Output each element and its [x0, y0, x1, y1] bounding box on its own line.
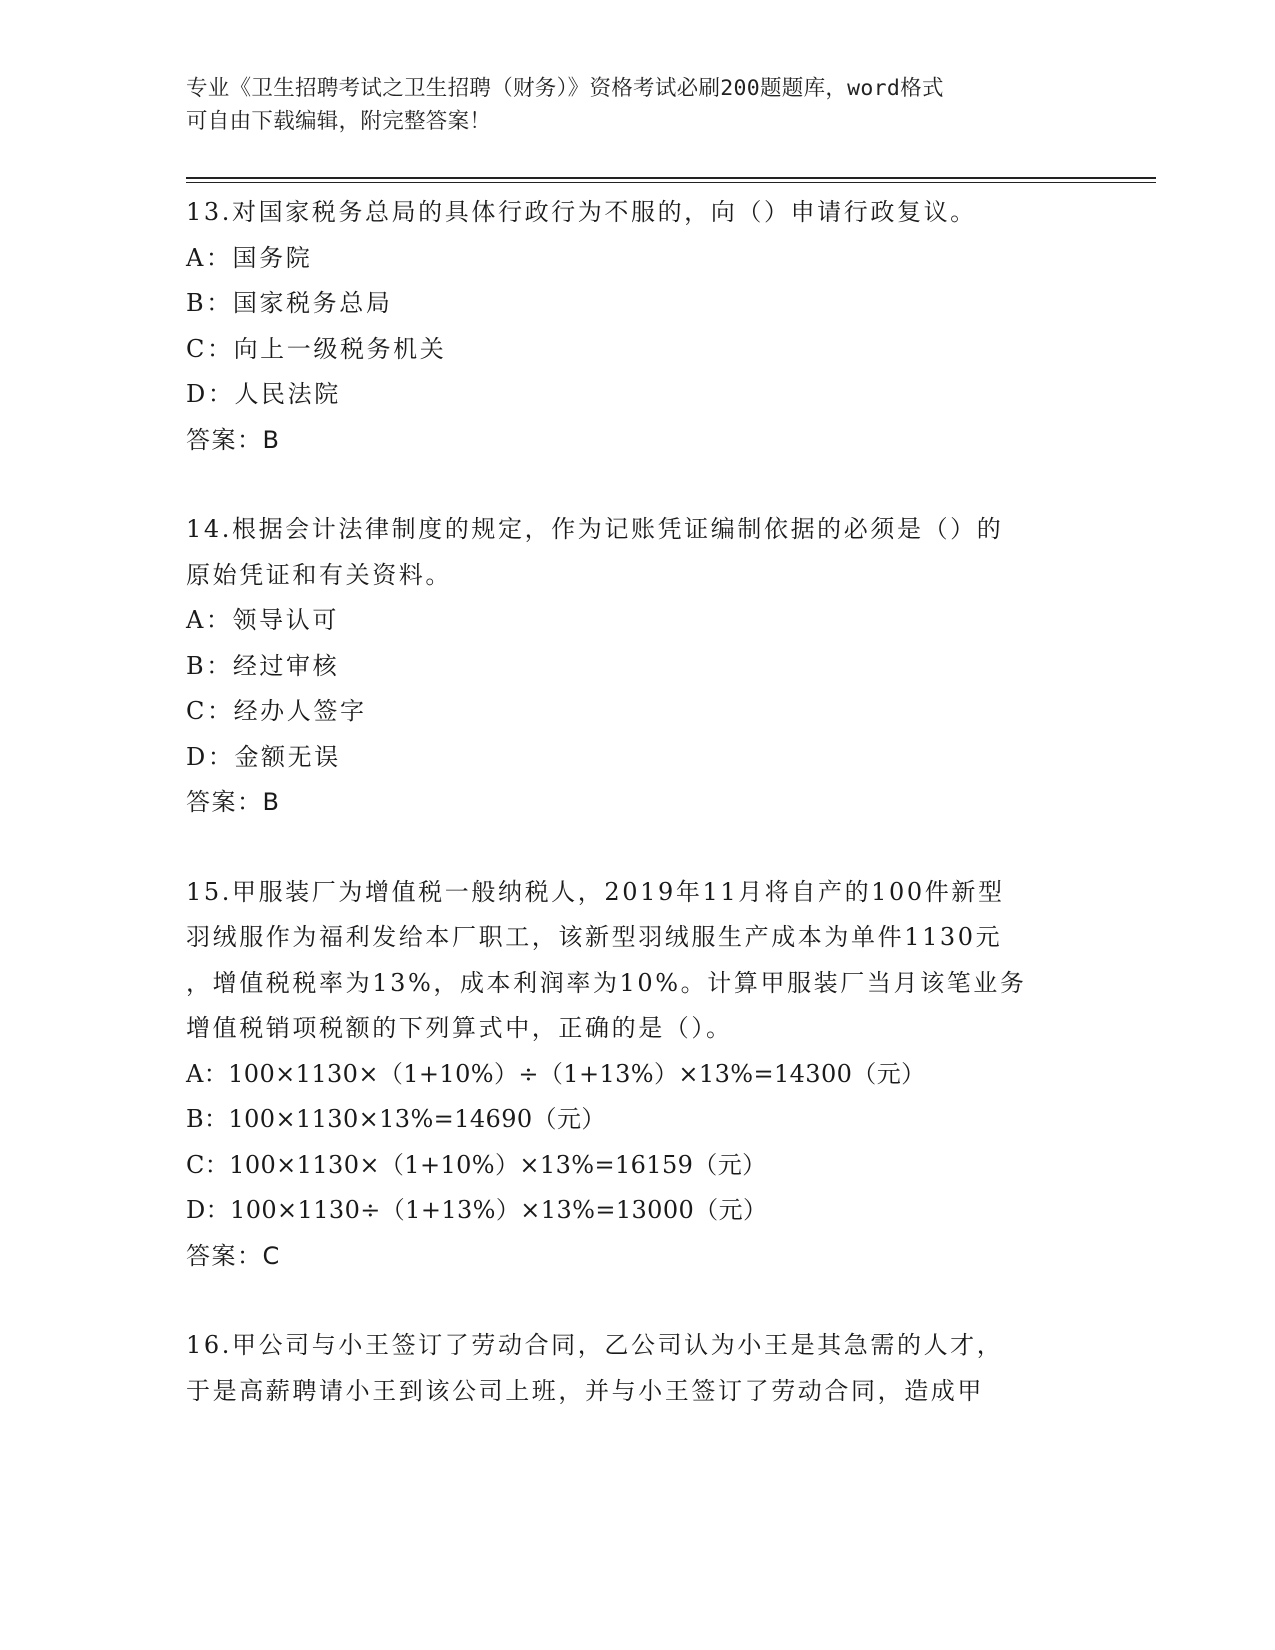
option-a: A：100×1130×（1+10%）÷（1+13%）×13%=14300（元）: [186, 1059, 926, 1088]
answer-line: 答案：B: [186, 788, 281, 816]
option-a: A：领导认可: [186, 606, 339, 634]
question-16: [186, 1323, 1086, 1414]
option-b: B：经过审核: [186, 651, 340, 680]
option-c: C：100×1130×（1+10%）×13%=16159（元）: [186, 1150, 767, 1179]
option-a: A：国务院: [186, 243, 313, 272]
option-c: C：向上一级税务机关: [186, 334, 447, 363]
question-stem: 16.甲公司与小王签订了劳动合同，乙公司认为小王是其急需的人才，: [186, 1331, 1004, 1359]
question-stem: 15.甲服装厂为增值税一般纳税人，2019年11月将自产的100件新型: [186, 877, 1005, 906]
question-stem-cont: 于是高薪聘请小王到该公司上班，并与小王签订了劳动合同，造成甲: [186, 1376, 984, 1405]
question-stem-cont: ，增值税税率为13%，成本利润率为10%。计算甲服装厂当月该笔业务: [186, 968, 1027, 997]
option-d: D：人民法院: [186, 380, 341, 408]
question-list: [186, 190, 1086, 1414]
question-14: [186, 507, 1086, 826]
question-stem-cont: 羽绒服作为福利发给本厂职工，该新型羽绒服生产成本为单件1130元: [186, 923, 1003, 951]
header-rule-thick: [186, 177, 1156, 179]
question-stem-cont: 原始凭证和有关资料。: [186, 560, 452, 589]
header-line-1: 专业《卫生招聘考试之卫生招聘（财务）》资格考试必刷200题题库，word格式: [186, 76, 944, 101]
question-stem: 14.根据会计法律制度的规定，作为记账凭证编制依据的必须是（）的: [186, 515, 1004, 543]
option-d: D：金额无误: [186, 742, 341, 771]
answer-line: 答案：B: [186, 425, 281, 454]
option-b: B：100×1130×13%=14690（元）: [186, 1105, 606, 1133]
option-d: D：100×1130÷（1+13%）×13%=13000（元）: [186, 1196, 768, 1224]
option-b: B：国家税务总局: [186, 289, 393, 317]
answer-line: 答案：C: [186, 1241, 281, 1270]
header-rule-thin: [186, 182, 1156, 183]
question-15: [186, 870, 1086, 1280]
option-c: C：经办人签字: [186, 697, 367, 725]
question-stem-cont: 增值税销项税额的下列算式中，正确的是（）。: [186, 1014, 733, 1042]
question-13: [186, 190, 1086, 463]
header-line-2: 可自由下载编辑，附完整答案！: [186, 109, 492, 134]
question-stem: 13.对国家税务总局的具体行政行为不服的，向（）申请行政复议。: [186, 198, 977, 226]
document-header: [186, 72, 1086, 138]
